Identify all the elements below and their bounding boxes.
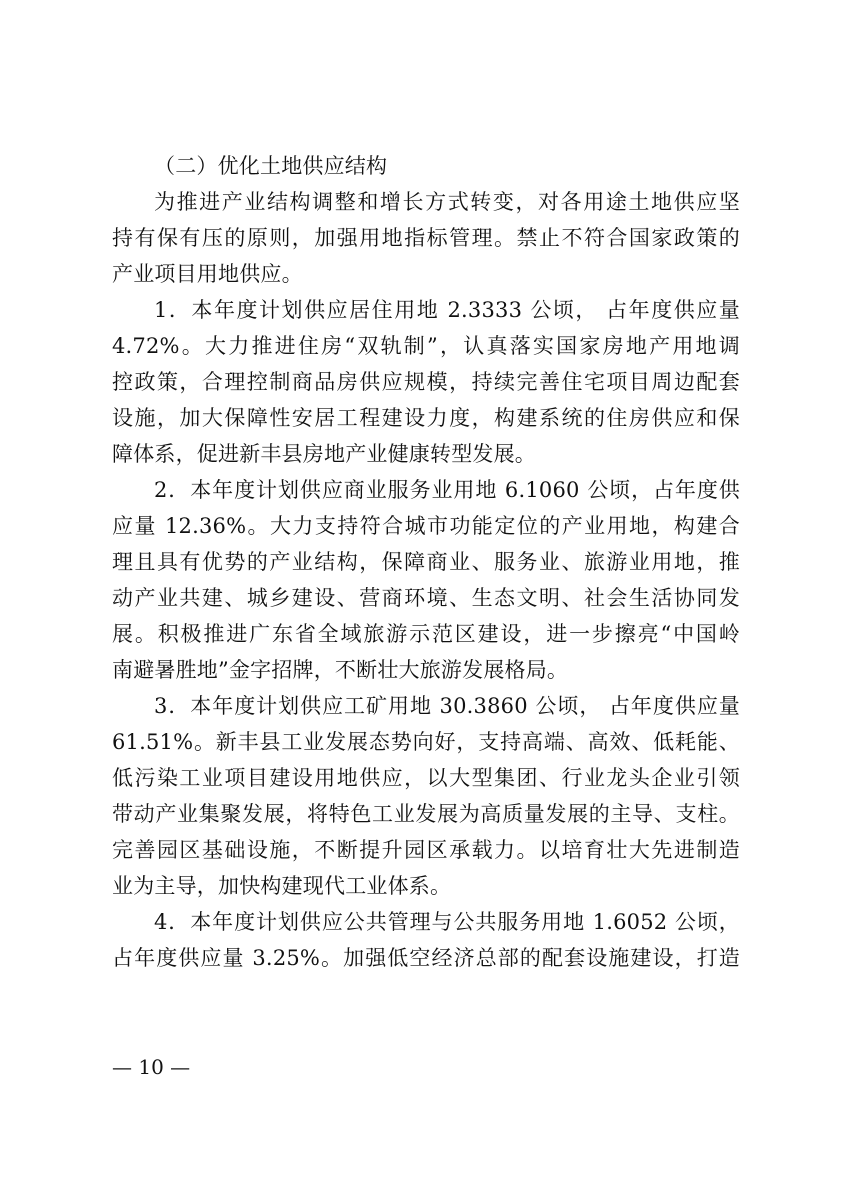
paragraph-line: 低污染工业项目建设用地供应，以大型集团、行业龙头企业引领 bbox=[112, 766, 740, 790]
paragraph-line: 动产业共建、城乡建设、营商环境、生态文明、社会生活协同发 bbox=[112, 586, 740, 610]
page-number: — 10 — bbox=[112, 1055, 191, 1079]
paragraph-line: 完善园区基础设施，不断提升园区承载力。以培育壮大先进制造 bbox=[112, 838, 740, 862]
paragraph-line: 4．本年度计划供应公共管理与公共服务用地 1.6052 公顷， bbox=[154, 910, 740, 934]
paragraph-line: 展。积极推进广东省全域旅游示范区建设，进一步擦亮“中国岭 bbox=[112, 622, 740, 646]
paragraph-commercial bbox=[112, 472, 740, 688]
paragraph-line: 南避暑胜地”金字招牌，不断壮大旅游发展格局。 bbox=[112, 658, 569, 682]
paragraph-line: 61.51%。新丰县工业发展态势向好，支持高端、高效、低耗能、 bbox=[112, 730, 740, 754]
paragraph-line: 2．本年度计划供应商业服务业用地 6.1060 公顷，占年度供 bbox=[154, 478, 740, 502]
section-heading: （二）优化土地供应结构 bbox=[154, 154, 388, 178]
paragraph-line: 1．本年度计划供应居住用地 2.3333 公顷， 占年度供应量 bbox=[154, 298, 740, 322]
paragraph-line: 3．本年度计划供应工矿用地 30.3860 公顷， 占年度供应量 bbox=[154, 694, 740, 718]
paragraph-line: 占年度供应量 3.25%。加强低空经济总部的配套设施建设，打造 bbox=[112, 946, 740, 970]
paragraph-line: 带动产业集聚发展，将特色工业发展为高质量发展的主导、支柱。 bbox=[112, 802, 740, 826]
paragraph-line: 产业项目用地供应。 bbox=[112, 262, 303, 286]
paragraph-line: 业为主导，加快构建现代工业体系。 bbox=[112, 874, 452, 898]
paragraph-residential bbox=[112, 292, 740, 472]
paragraph-public-service bbox=[112, 904, 740, 976]
paragraph-intro bbox=[112, 184, 740, 292]
paragraph-line: 理且具有优势的产业结构，保障商业、服务业、旅游业用地，推 bbox=[112, 550, 740, 574]
paragraph-line: 控政策，合理控制商品房供应规模，持续完善住宅项目周边配套 bbox=[112, 370, 740, 394]
paragraph-line: 障体系，促进新丰县房地产业健康转型发展。 bbox=[112, 442, 536, 466]
document-body bbox=[112, 148, 740, 976]
paragraph-line: 为推进产业结构调整和增长方式转变，对各用途土地供应坚 bbox=[154, 190, 740, 214]
paragraph-industrial bbox=[112, 688, 740, 904]
paragraph-line: 4.72%。大力推进住房“双轨制”，认真落实国家房地产用地调 bbox=[112, 334, 740, 358]
paragraph-line: 应量 12.36%。大力支持符合城市功能定位的产业用地，构建合 bbox=[112, 514, 740, 538]
paragraph-line: 设施，加大保障性安居工程建设力度，构建系统的住房供应和保 bbox=[112, 406, 740, 430]
paragraph-line: 持有保有压的原则，加强用地指标管理。禁止不符合国家政策的 bbox=[112, 226, 740, 250]
